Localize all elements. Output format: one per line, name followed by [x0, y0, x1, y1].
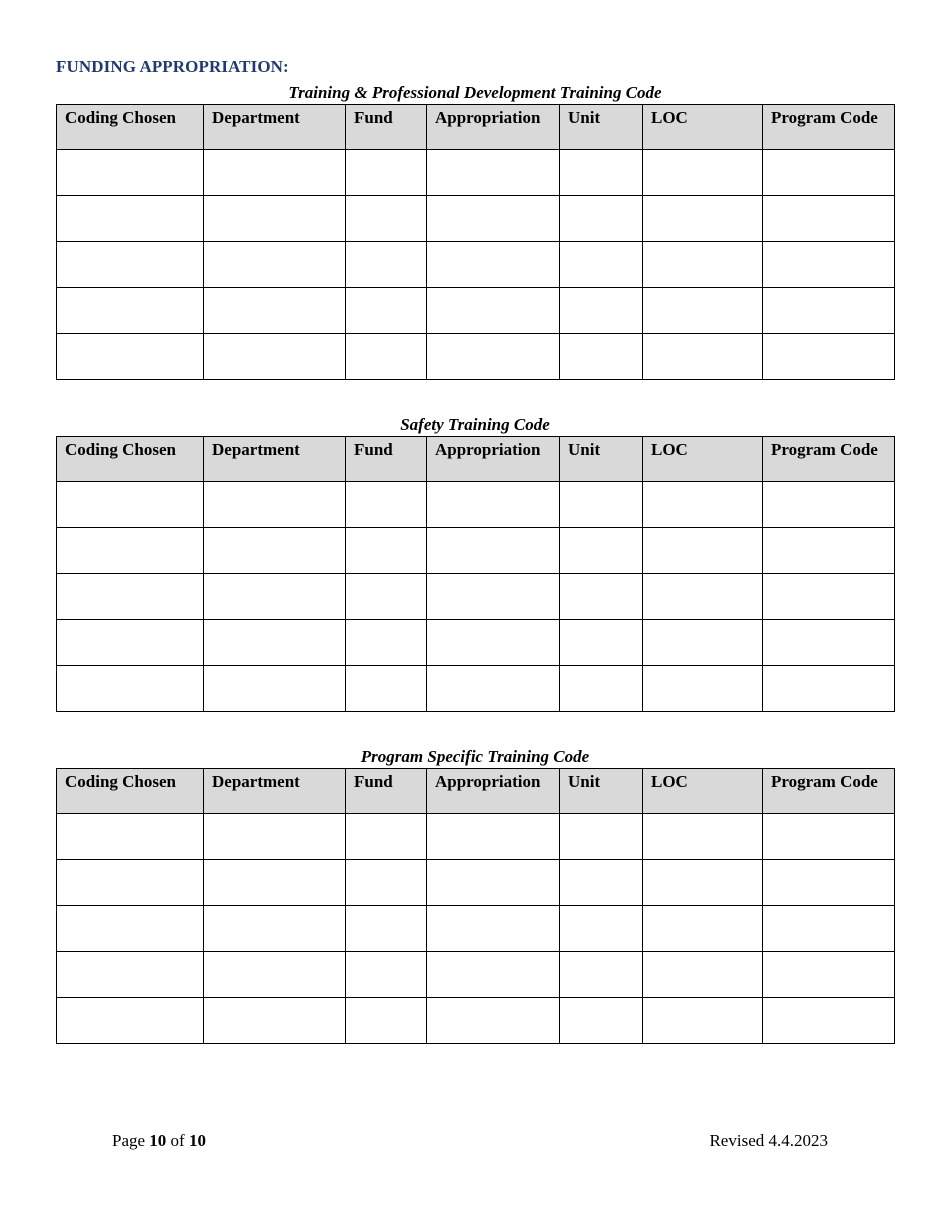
table-cell-appropriation[interactable] [427, 860, 560, 906]
table-cell-coding-chosen[interactable] [57, 998, 204, 1044]
table-cell-coding-chosen[interactable] [57, 860, 204, 906]
column-header-appropriation: Appropriation [427, 105, 560, 150]
table-cell-department[interactable] [204, 620, 346, 666]
table-cell-appropriation[interactable] [427, 150, 560, 196]
table-cell-fund[interactable] [346, 242, 427, 288]
page-current: 10 [149, 1131, 167, 1150]
table-caption: Training & Professional Development Training Code [288, 83, 662, 102]
coding-table [56, 104, 895, 380]
table-cell-unit[interactable] [560, 482, 643, 528]
page-prefix: Page [112, 1131, 146, 1150]
table-cell-loc[interactable] [643, 574, 763, 620]
table-cell-department[interactable] [204, 998, 346, 1044]
table-cell-department[interactable] [204, 666, 346, 712]
table-cell-department[interactable] [204, 528, 346, 574]
table-row [57, 150, 895, 196]
table-cell-department[interactable] [204, 334, 346, 380]
table-cell-unit[interactable] [560, 860, 643, 906]
coding-table [56, 768, 895, 1044]
column-header-loc: LOC [643, 105, 763, 150]
table-cell-loc[interactable] [643, 860, 763, 906]
table-cell-coding-chosen[interactable] [57, 242, 204, 288]
table-cell-appropriation[interactable] [427, 952, 560, 998]
table-cell-program-code[interactable] [763, 666, 895, 712]
table-cell-department[interactable] [204, 288, 346, 334]
table-header-row [57, 105, 895, 150]
table-cell-unit[interactable] [560, 150, 643, 196]
table-cell-fund[interactable] [346, 952, 427, 998]
table-cell-appropriation[interactable] [427, 528, 560, 574]
table-cell-fund[interactable] [346, 528, 427, 574]
table-cell-appropriation[interactable] [427, 620, 560, 666]
table-cell-unit[interactable] [560, 334, 643, 380]
table-cell-loc[interactable] [643, 528, 763, 574]
table-cell-program-code[interactable] [763, 334, 895, 380]
column-header-coding-chosen: Coding Chosen [57, 105, 204, 150]
column-header-program-code: Program Code [763, 437, 895, 482]
table-row [57, 242, 895, 288]
table-caption: Program Specific Training Code [360, 747, 590, 766]
table-cell-program-code[interactable] [763, 242, 895, 288]
table-cell-fund[interactable] [346, 860, 427, 906]
table-cell-loc[interactable] [643, 334, 763, 380]
column-header-coding-chosen: Coding Chosen [57, 769, 204, 814]
table-cell-department[interactable] [204, 482, 346, 528]
table-cell-department[interactable] [204, 952, 346, 998]
table-cell-fund[interactable] [346, 620, 427, 666]
table-cell-department[interactable] [204, 150, 346, 196]
table-row [57, 482, 895, 528]
page-of: of [170, 1131, 185, 1150]
table-cell-coding-chosen[interactable] [57, 814, 204, 860]
table-cell-unit[interactable] [560, 196, 643, 242]
table-row [57, 574, 895, 620]
table-cell-unit[interactable] [560, 906, 643, 952]
column-header-fund: Fund [346, 437, 427, 482]
table-cell-fund[interactable] [346, 814, 427, 860]
table-cell-program-code[interactable] [763, 998, 895, 1044]
table-cell-coding-chosen[interactable] [57, 196, 204, 242]
table-cell-program-code[interactable] [763, 620, 895, 666]
table-cell-loc[interactable] [643, 998, 763, 1044]
table-cell-coding-chosen[interactable] [57, 574, 204, 620]
table-row [57, 288, 895, 334]
table-cell-coding-chosen[interactable] [57, 528, 204, 574]
table-cell-unit[interactable] [560, 620, 643, 666]
table-cell-loc[interactable] [643, 150, 763, 196]
table-cell-fund[interactable] [346, 666, 427, 712]
table-row [57, 666, 895, 712]
table-cell-program-code[interactable] [763, 952, 895, 998]
column-header-unit: Unit [560, 437, 643, 482]
table-caption: Safety Training Code [400, 415, 550, 434]
table-cell-coding-chosen[interactable] [57, 952, 204, 998]
table-cell-coding-chosen[interactable] [57, 666, 204, 712]
table-cell-unit[interactable] [560, 242, 643, 288]
table-cell-unit[interactable] [560, 574, 643, 620]
table-cell-fund[interactable] [346, 334, 427, 380]
column-header-loc: LOC [643, 437, 763, 482]
table-row [57, 620, 895, 666]
table-cell-program-code[interactable] [763, 196, 895, 242]
table-row [57, 906, 895, 952]
table-cell-program-code[interactable] [763, 860, 895, 906]
column-header-fund: Fund [346, 105, 427, 150]
table-cell-department[interactable] [204, 906, 346, 952]
table-cell-appropriation[interactable] [427, 814, 560, 860]
table-cell-department[interactable] [204, 814, 346, 860]
column-header-appropriation: Appropriation [427, 769, 560, 814]
column-header-program-code: Program Code [763, 105, 895, 150]
table-cell-program-code[interactable] [763, 288, 895, 334]
table-cell-fund[interactable] [346, 288, 427, 334]
table-header-row [57, 769, 895, 814]
table-row [57, 814, 895, 860]
column-header-unit: Unit [560, 105, 643, 150]
page-heading: FUNDING APPROPRIATION: [56, 57, 289, 76]
table-row [57, 528, 895, 574]
table-cell-loc[interactable] [643, 906, 763, 952]
table-cell-coding-chosen[interactable] [57, 288, 204, 334]
table-cell-coding-chosen[interactable] [57, 150, 204, 196]
table-cell-appropriation[interactable] [427, 242, 560, 288]
table-cell-unit[interactable] [560, 814, 643, 860]
table-cell-unit[interactable] [560, 952, 643, 998]
table-cell-appropriation[interactable] [427, 666, 560, 712]
table-cell-coding-chosen[interactable] [57, 334, 204, 380]
table-cell-appropriation[interactable] [427, 334, 560, 380]
table-cell-loc[interactable] [643, 952, 763, 998]
table-row [57, 998, 895, 1044]
table-cell-coding-chosen[interactable] [57, 620, 204, 666]
table-cell-loc[interactable] [643, 196, 763, 242]
table-cell-loc[interactable] [643, 242, 763, 288]
table-cell-fund[interactable] [346, 482, 427, 528]
table-cell-fund[interactable] [346, 906, 427, 952]
table-cell-unit[interactable] [560, 666, 643, 712]
table-cell-department[interactable] [204, 242, 346, 288]
coding-section-program-specific [56, 747, 894, 1044]
table-cell-appropriation[interactable] [427, 574, 560, 620]
column-header-department: Department [204, 769, 346, 814]
table-cell-program-code[interactable] [763, 574, 895, 620]
table-cell-loc[interactable] [643, 288, 763, 334]
table-cell-unit[interactable] [560, 288, 643, 334]
table-cell-fund[interactable] [346, 998, 427, 1044]
table-cell-fund[interactable] [346, 150, 427, 196]
page-number [112, 1131, 206, 1151]
table-cell-unit[interactable] [560, 528, 643, 574]
table-cell-program-code[interactable] [763, 906, 895, 952]
column-header-department: Department [204, 437, 346, 482]
column-header-department: Department [204, 105, 346, 150]
table-cell-program-code[interactable] [763, 482, 895, 528]
table-cell-department[interactable] [204, 574, 346, 620]
table-cell-program-code[interactable] [763, 528, 895, 574]
table-cell-fund[interactable] [346, 196, 427, 242]
table-cell-loc[interactable] [643, 482, 763, 528]
page-total: 10 [188, 1131, 206, 1150]
table-row [57, 334, 895, 380]
column-header-coding-chosen: Coding Chosen [57, 437, 204, 482]
table-row [57, 196, 895, 242]
table-cell-program-code[interactable] [763, 150, 895, 196]
table-cell-fund[interactable] [346, 574, 427, 620]
table-cell-program-code[interactable] [763, 814, 895, 860]
coding-section-training-professional [56, 83, 894, 380]
table-row [57, 952, 895, 998]
table-cell-loc[interactable] [643, 666, 763, 712]
column-header-appropriation: Appropriation [427, 437, 560, 482]
table-cell-appropriation[interactable] [427, 196, 560, 242]
table-cell-appropriation[interactable] [427, 906, 560, 952]
table-cell-loc[interactable] [643, 814, 763, 860]
column-header-fund: Fund [346, 769, 427, 814]
table-cell-appropriation[interactable] [427, 288, 560, 334]
coding-table [56, 436, 895, 712]
table-header-row [57, 437, 895, 482]
table-cell-department[interactable] [204, 196, 346, 242]
column-header-loc: LOC [643, 769, 763, 814]
table-cell-coding-chosen[interactable] [57, 906, 204, 952]
table-cell-coding-chosen[interactable] [57, 482, 204, 528]
table-cell-department[interactable] [204, 860, 346, 906]
table-cell-appropriation[interactable] [427, 482, 560, 528]
table-cell-appropriation[interactable] [427, 998, 560, 1044]
revision-date: Revised 4.4.2023 [709, 1131, 828, 1150]
coding-section-safety [56, 415, 894, 712]
column-header-program-code: Program Code [763, 769, 895, 814]
table-row [57, 860, 895, 906]
table-cell-loc[interactable] [643, 620, 763, 666]
column-header-unit: Unit [560, 769, 643, 814]
table-cell-unit[interactable] [560, 998, 643, 1044]
